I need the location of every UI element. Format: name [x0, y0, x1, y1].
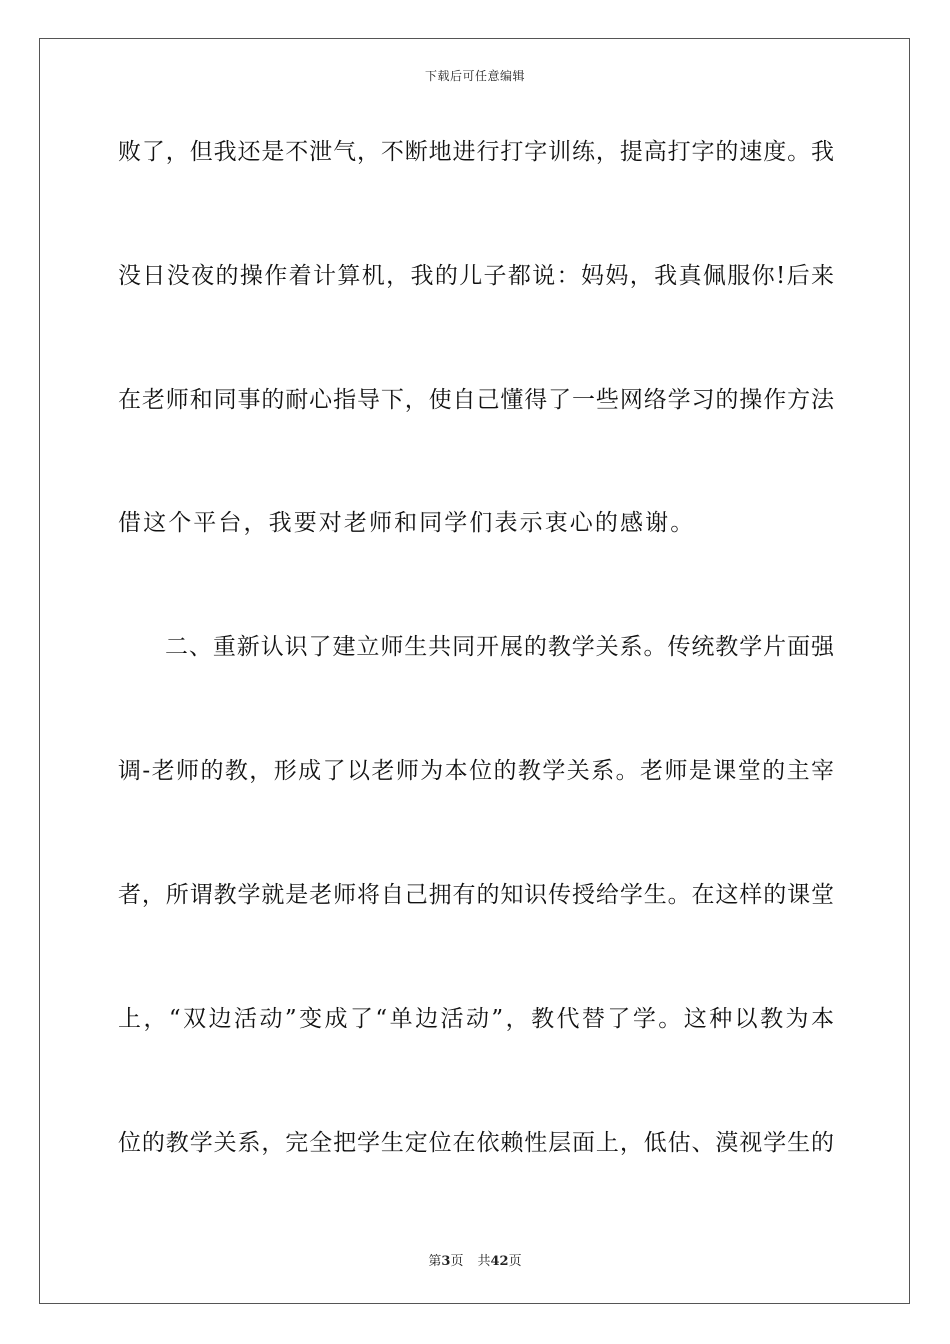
- footer-prefix: 第: [428, 1254, 442, 1269]
- page-footer: [0, 1250, 950, 1269]
- body-line-1: 败了，但我还是不泄气，不断地进行打字训练，提高打字的速度。我: [118, 139, 834, 165]
- total-pages-number: 42: [490, 1254, 509, 1269]
- footer-total-suffix: 页: [508, 1254, 522, 1269]
- body-line-7: 者，所谓教学就是老师将自己拥有的知识传授给学生。在这样的课堂: [118, 882, 834, 908]
- body-line-4: 借这个平台，我要对老师和同学们表示衷心的感谢。: [118, 510, 696, 536]
- body-line-9: 位的教学关系，完全把学生定位在依赖性层面上，低估、漠视学生的: [118, 1130, 834, 1156]
- body-line-8: 上，“双边活动”变成了“单边活动”，教代替了学。这种以教为本: [118, 1006, 834, 1032]
- body-line-5: 二、重新认识了建立师生共同开展的教学关系。传统教学片面强: [165, 634, 834, 660]
- page-border: [39, 38, 910, 1304]
- footer-total-prefix: 共: [477, 1254, 491, 1269]
- body-line-6: 调-老师的教，形成了以老师为本位的教学关系。老师是课堂的主宰: [118, 758, 834, 784]
- current-page-number: 3: [441, 1254, 451, 1269]
- footer-page-suffix: 页: [450, 1254, 464, 1269]
- header-note: 下载后可任意编辑: [424, 69, 525, 83]
- body-line-3: 在老师和同事的耐心指导下，使自己懂得了一些网络学习的操作方法: [118, 387, 834, 413]
- body-line-2: 没日没夜的操作着计算机，我的儿子都说：妈妈，我真佩服你!后来: [118, 263, 834, 289]
